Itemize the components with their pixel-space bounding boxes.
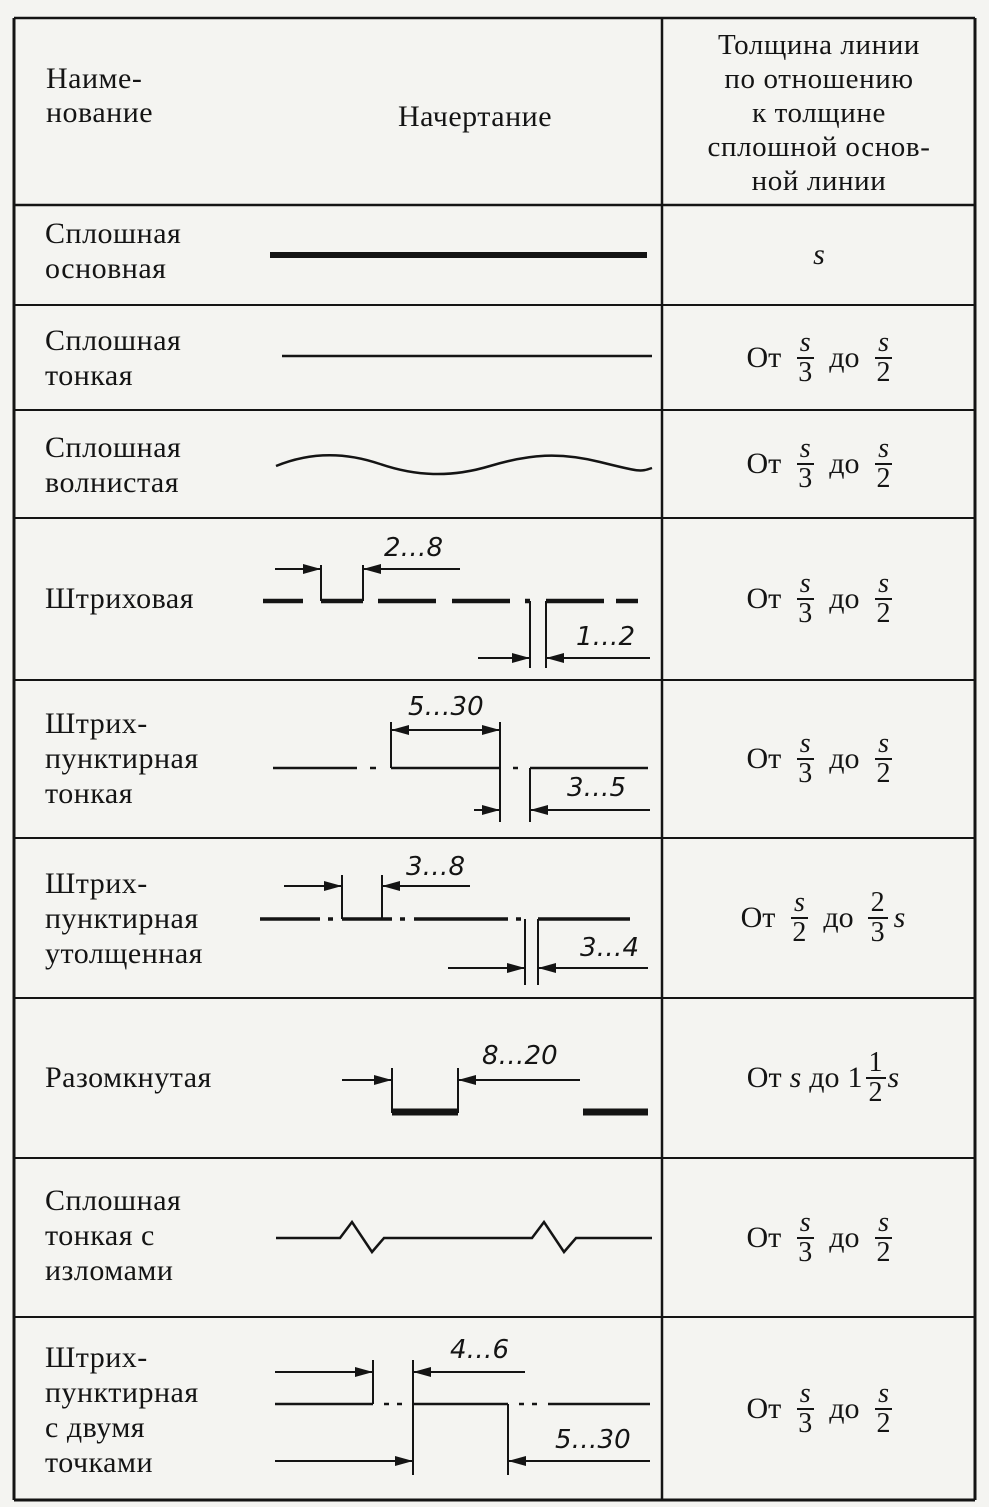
numerator: s — [797, 435, 814, 465]
from-word: От — [746, 1391, 782, 1425]
row-5-dim-1: 5…30 — [408, 692, 484, 722]
to-suffix: s — [887, 1061, 900, 1094]
header-name-line-1: Наиме- — [46, 62, 143, 95]
header-thickness-line-4: сплошной основ- — [707, 131, 931, 163]
header-thickness-line-1: Толщина линии — [718, 29, 920, 61]
header-thickness-line-3: к толщине — [752, 97, 886, 129]
to-word: до — [809, 1061, 840, 1094]
row-9-name-line-1: Штрих- — [45, 1341, 148, 1374]
to-word: до — [829, 1220, 860, 1254]
row-5-dim-2: 3…5 — [567, 773, 627, 803]
row-9-dim-1: 4…6 — [450, 1335, 510, 1365]
numerator: s — [875, 570, 892, 600]
header-thickness-line-5: ной линии — [751, 165, 887, 197]
row-6-name-line-3: утолщенная — [45, 937, 203, 970]
numerator: s — [875, 435, 892, 465]
denominator: 3 — [798, 463, 813, 494]
from-s: s — [789, 1061, 802, 1094]
row-1-thickness-s: s — [813, 238, 825, 271]
numerator: s — [875, 329, 892, 359]
denominator: 2 — [876, 463, 891, 494]
to-word: до — [829, 582, 860, 615]
row-7-name-line-1: Разомкнутая — [45, 1061, 212, 1094]
row-8-name-line-2: тонкая с — [45, 1219, 155, 1252]
to-word: до — [829, 1391, 860, 1425]
row-8-name-line-3: изломами — [45, 1254, 174, 1287]
numerator: s — [797, 730, 814, 760]
whole: 1 — [847, 1061, 863, 1094]
denominator: 3 — [798, 1407, 813, 1439]
row-5-name-line-3: тонкая — [45, 777, 134, 810]
row-5-name-line-1: Штрих- — [45, 707, 148, 740]
numerator: s — [797, 570, 814, 600]
denominator: 2 — [876, 1236, 891, 1268]
row-7-dim-1: 8…20 — [482, 1041, 558, 1071]
row-3-name-line-1: Сплошная — [45, 431, 182, 464]
numerator: s — [875, 730, 892, 760]
row-8-name-line-1: Сплошная — [45, 1184, 182, 1217]
numerator: s — [797, 329, 814, 359]
row-2-name-line-1: Сплошная — [45, 324, 182, 357]
row-4-dim-1: 2…8 — [384, 533, 444, 563]
from-word: От — [740, 901, 776, 934]
row-1-name-line-2: основная — [45, 252, 167, 285]
row-9-name-line-2: пунктирная — [45, 1376, 199, 1409]
row-1-name-line-1: Сплошная — [45, 217, 182, 250]
to-word: до — [823, 901, 854, 934]
denominator: 2 — [792, 917, 807, 948]
numerator: s — [791, 889, 808, 919]
row-9-dim-2: 5…30 — [555, 1425, 631, 1455]
denominator: 2 — [868, 1077, 883, 1108]
numerator: 2 — [868, 889, 888, 919]
header-drawing-col: Начертание — [398, 100, 553, 133]
row-3-name-line-2: волнистая — [45, 466, 180, 499]
row-6-dim-1: 3…8 — [406, 852, 466, 882]
numerator: s — [875, 1380, 892, 1410]
header-thickness-line-2: по отношению — [724, 63, 914, 95]
row-5-name-line-2: пунктирная — [45, 742, 199, 775]
from-word: От — [746, 447, 782, 480]
from-word: От — [746, 742, 782, 775]
numerator: s — [797, 1380, 814, 1410]
numerator: s — [797, 1209, 814, 1239]
header-name-line-2: нование — [46, 96, 154, 129]
numerator: s — [875, 1209, 892, 1239]
denominator: 2 — [876, 356, 891, 388]
row-6-dim-2: 3…4 — [580, 933, 640, 963]
from-word: От — [746, 1061, 782, 1094]
denominator: 2 — [876, 758, 891, 789]
to-word: до — [829, 447, 860, 480]
denominator: 2 — [876, 1407, 891, 1439]
numerator: 1 — [866, 1049, 886, 1079]
row-4-name-line-1: Штриховая — [45, 582, 195, 615]
to-word: до — [829, 742, 860, 775]
denominator: 3 — [798, 598, 813, 629]
row-6-name-line-2: пунктирная — [45, 902, 199, 935]
denominator: 3 — [870, 917, 885, 948]
row-6-name-line-1: Штрих- — [45, 867, 148, 900]
denominator: 3 — [798, 1236, 813, 1268]
denominator: 3 — [798, 758, 813, 789]
from-word: От — [746, 1220, 782, 1254]
row-4-dim-2: 1…2 — [576, 622, 636, 652]
denominator: 2 — [876, 598, 891, 629]
to-suffix: s — [893, 901, 906, 934]
from-word: От — [746, 340, 782, 374]
row-9-name-line-4: точками — [45, 1446, 154, 1479]
row-9-name-line-3: с двумя — [45, 1411, 146, 1444]
from-word: От — [746, 582, 782, 615]
to-word: до — [829, 340, 860, 374]
row-2-name-line-2: тонкая — [45, 359, 134, 392]
denominator: 3 — [798, 356, 813, 388]
